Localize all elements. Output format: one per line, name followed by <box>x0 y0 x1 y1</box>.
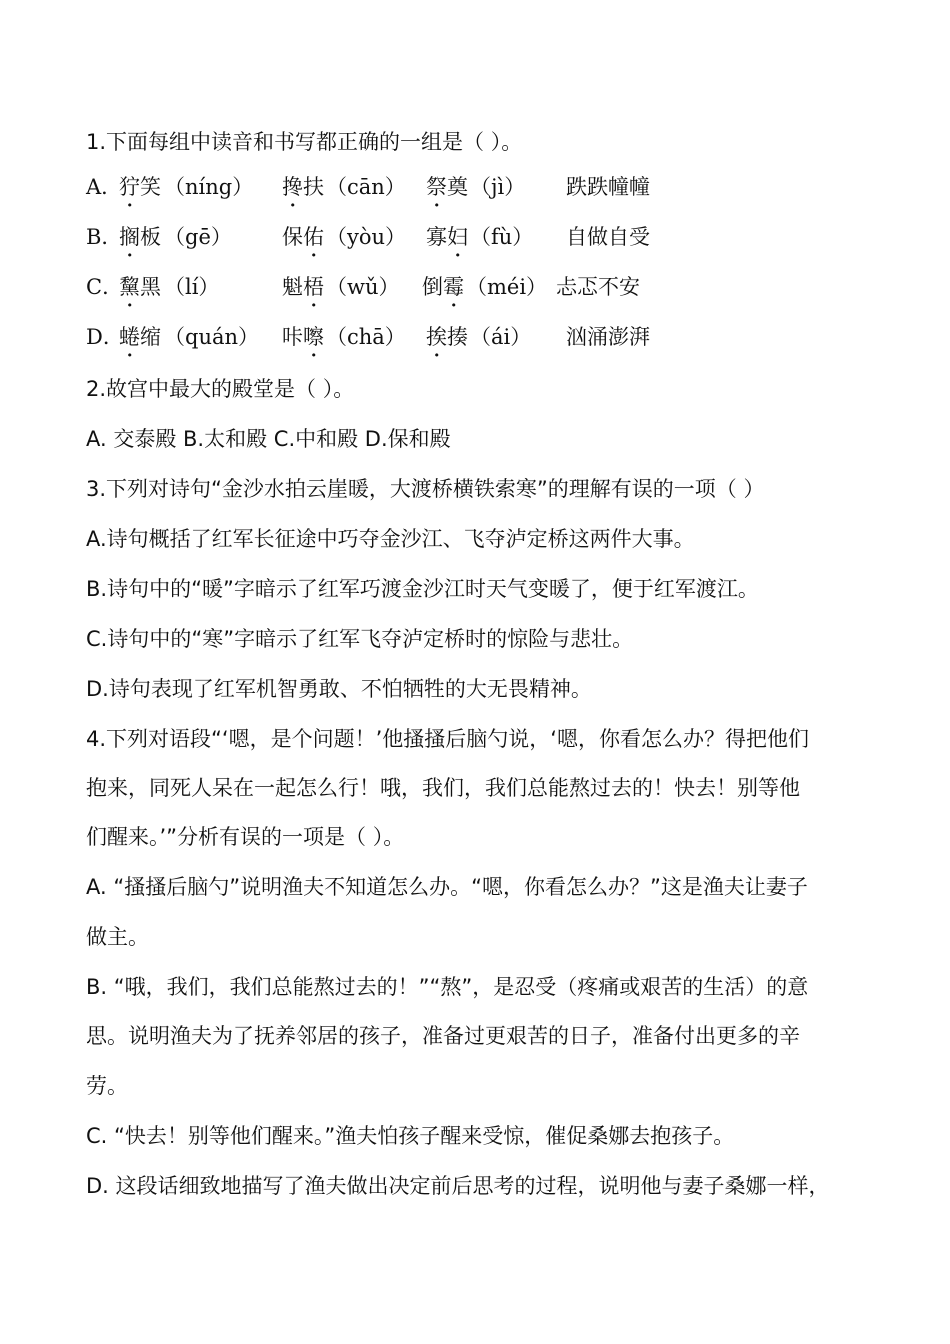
q4-stem-line-2: 抱来，同死人呆在一起怎么行！哦，我们，我们总能熬过去的！快去！别等他 <box>86 776 800 800</box>
q2-options: A. 交泰殿 B.太和殿 C.中和殿 D.保和殿 <box>86 427 451 451</box>
pinyin-1: （lí） <box>164 275 220 299</box>
dotted-char: 挨 <box>426 325 447 349</box>
dotted-char: 黧 <box>119 275 140 299</box>
plain-char: 保 <box>282 225 303 249</box>
dotted-char: 搁 <box>119 225 140 249</box>
plain-char: 缩 <box>140 325 161 349</box>
plain-char: 奠 <box>447 175 468 199</box>
dotted-char: 佑 <box>303 225 324 249</box>
word-2 <box>282 172 324 212</box>
pinyin-2: （chā） <box>326 325 406 349</box>
q1-stem: 1.下面每组中读音和书写都正确的一组是（ ）。 <box>86 130 523 154</box>
idiom: 汹涌澎湃 <box>566 325 650 349</box>
pinyin-3: （ái） <box>470 325 532 349</box>
dotted-char: 梧 <box>303 275 324 299</box>
word-3 <box>422 272 464 312</box>
dotted-char: 嚓 <box>303 325 324 349</box>
word-3 <box>426 322 468 362</box>
word-1 <box>119 322 161 362</box>
dotted-char: 蜷 <box>119 325 140 349</box>
word-1 <box>119 272 161 312</box>
idiom: 跌跌幢幢 <box>566 175 650 199</box>
q4-option-b-line-2: 思。说明渔夫为了抚养邻居的孩子，准备过更艰苦的日子，准备付出更多的辛 <box>86 1024 800 1048</box>
option-letter: C． <box>86 275 124 299</box>
word-2 <box>282 322 324 362</box>
plain-char: 寡 <box>426 225 447 249</box>
q3-option-d: D.诗句表现了红军机智勇敢、不怕牺牲的大无畏精神。 <box>86 677 592 701</box>
plain-char: 揍 <box>447 325 468 349</box>
option-letter: B． <box>86 225 123 249</box>
pinyin-2: （yòu） <box>326 225 407 249</box>
pinyin-1: （níng） <box>164 175 254 199</box>
q3-option-b: B.诗句中的“暖”字暗示了红军巧渡金沙江时天气变暖了，便于红军渡江。 <box>86 577 759 601</box>
idiom: 忐忑不安 <box>556 275 640 299</box>
word-2 <box>282 272 324 312</box>
plain-char: 黑 <box>140 275 161 299</box>
plain-char: 咔 <box>282 325 303 349</box>
q3-option-c: C.诗句中的“寒”字暗示了红军飞夺泸定桥时的惊险与悲壮。 <box>86 627 634 651</box>
plain-char: 倒 <box>422 275 443 299</box>
q4-option-d-line-1: D. 这段话细致地描写了渔夫做出决定前后思考的过程，说明他与妻子桑娜一样， <box>86 1174 830 1198</box>
word-2 <box>282 222 324 262</box>
q4-stem-line-1: 4.下列对语段“‘嗯，是个问题！’他搔搔后脑勺说，‘嗯，你看怎么办？得把他们 <box>86 727 809 751</box>
dotted-char: 霉 <box>443 275 464 299</box>
word-3 <box>426 172 468 212</box>
option-letter: A． <box>86 175 123 199</box>
dotted-char: 祭 <box>426 175 447 199</box>
q4-option-c: C. “快去！别等他们醒来。”渔夫怕孩子醒来受惊，催促桑娜去抱孩子。 <box>86 1124 735 1148</box>
dotted-char: 狞 <box>119 175 140 199</box>
q4-option-b-line-1: B. “哦，我们，我们总能熬过去的！”“熬”，是忍受（疼痛或艰苦的生活）的意 <box>86 975 809 999</box>
pinyin-2: （cān） <box>326 175 406 199</box>
q4-option-a-line-2: 做主。 <box>86 925 149 949</box>
dotted-char: 妇 <box>447 225 468 249</box>
pinyin-1: （quán） <box>164 325 260 349</box>
plain-char: 扶 <box>303 175 324 199</box>
pinyin-3: （jì） <box>470 175 526 199</box>
plain-char: 笑 <box>140 175 161 199</box>
q3-stem: 3.下列对诗句“金沙水拍云崖暖，大渡桥横铁索寒”的理解有误的一项（ ） <box>86 477 765 501</box>
plain-char: 板 <box>140 225 161 249</box>
pinyin-1: （gē） <box>164 225 232 249</box>
q3-option-a: A.诗句概括了红军长征途中巧夺金沙江、飞夺泸定桥这两件大事。 <box>86 527 695 551</box>
dotted-char: 搀 <box>282 175 303 199</box>
word-1 <box>119 222 161 262</box>
q4-option-b-line-3: 劳。 <box>86 1074 128 1098</box>
word-1 <box>119 172 161 212</box>
word-3 <box>426 222 468 262</box>
option-letter: D． <box>86 325 124 349</box>
q2-stem: 2.故宫中最大的殿堂是（ ）。 <box>86 377 355 401</box>
pinyin-2: （wǔ） <box>326 275 400 299</box>
q4-stem-line-3: 们醒来。’”分析有误的一项是（ ）。 <box>86 825 405 849</box>
pinyin-3: （méi） <box>466 275 548 299</box>
pinyin-3: （fù） <box>470 225 534 249</box>
idiom: 自做自受 <box>566 225 650 249</box>
q4-option-a-line-1: A. “搔搔后脑勺”说明渔夫不知道怎么办。“嗯，你看怎么办？”这是渔夫让妻子 <box>86 875 808 899</box>
plain-char: 魁 <box>282 275 303 299</box>
